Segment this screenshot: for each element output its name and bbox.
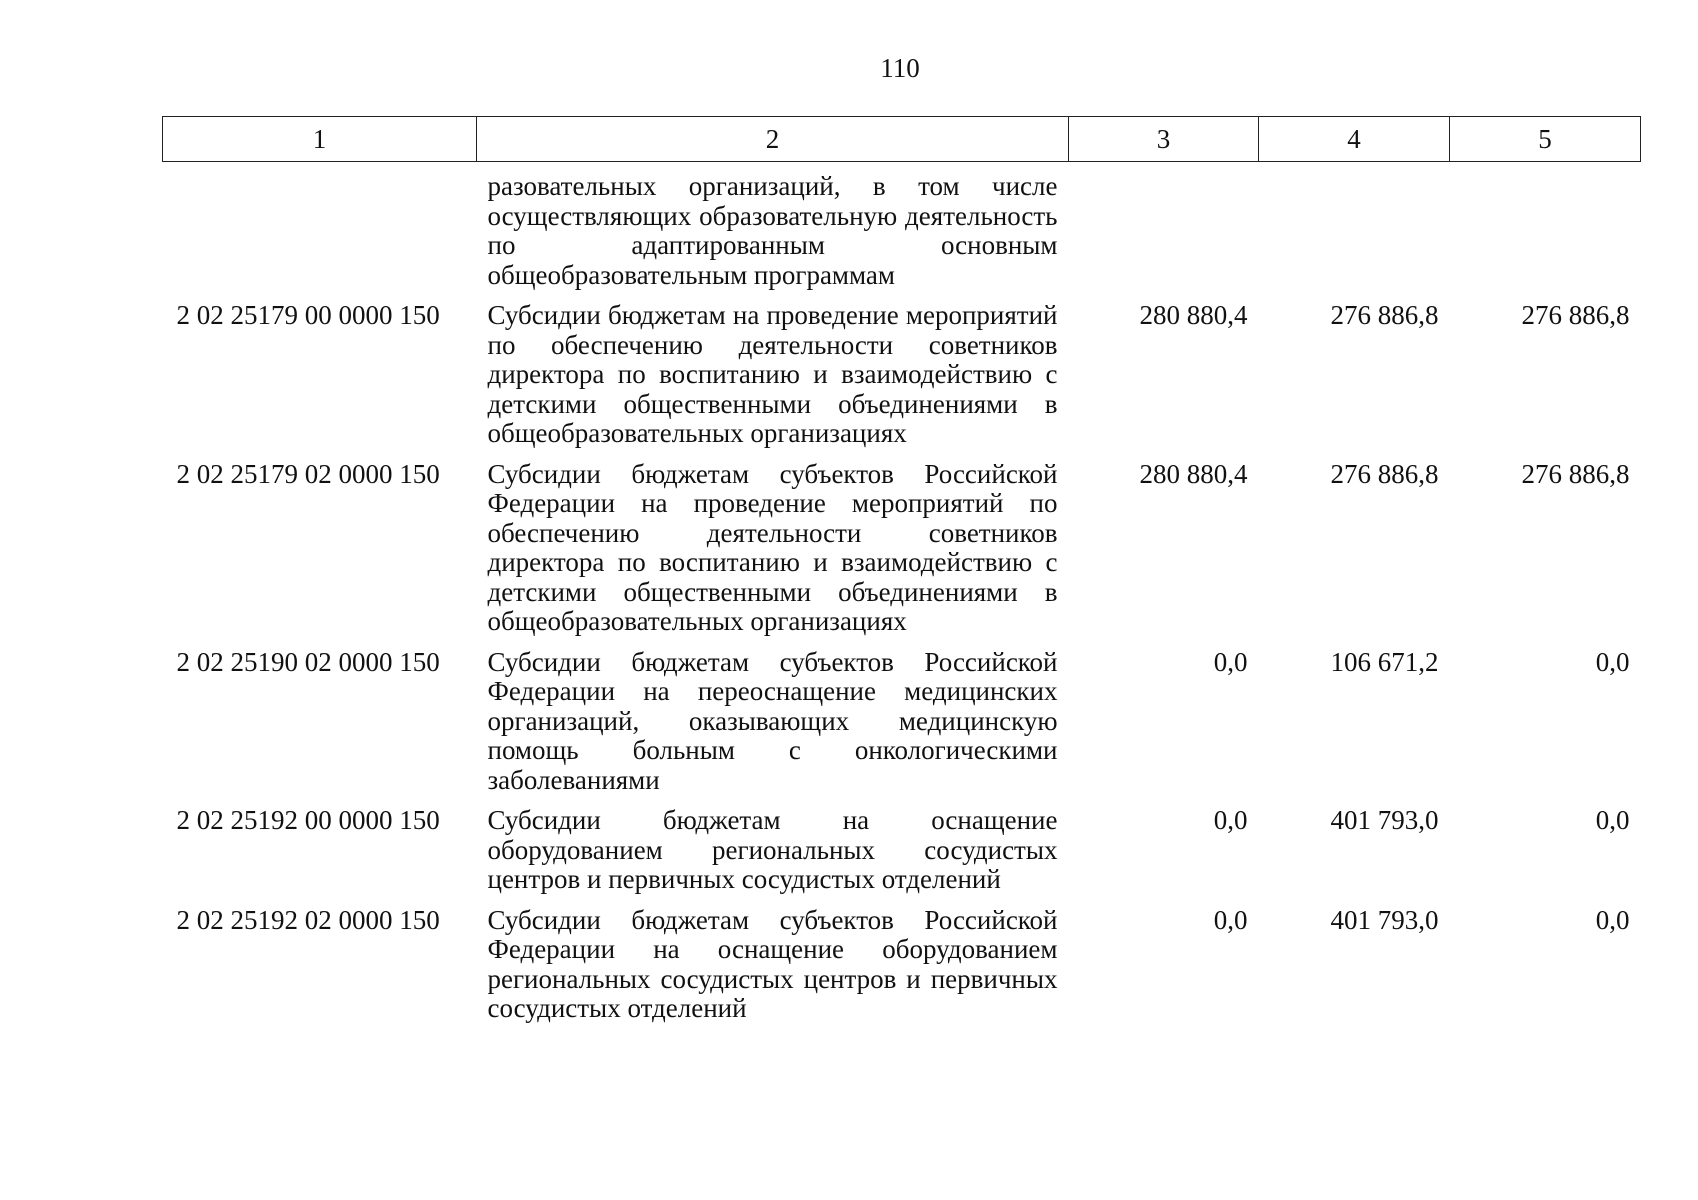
- column-header-2: 2: [477, 117, 1069, 162]
- row-col4-value: 401 793,0: [1330, 904, 1439, 935]
- row-description: Субсидии бюджетам субъектов Российской Федерации на оснащение оборудованием региональных сосудистых центров и первичных сосудистых отделений: [487, 904, 1058, 1023]
- page-number: 110: [880, 53, 920, 83]
- row-col3-value: 280 880,4: [1139, 300, 1248, 330]
- row-col3-value: 0,0: [1213, 646, 1248, 677]
- row-code: 2 02 25192 00 0000 150: [176, 805, 440, 835]
- continuation-code-cell: [163, 162, 477, 291]
- continuation-col4: [1259, 162, 1450, 291]
- row-col5-value: 0,0: [1595, 646, 1630, 677]
- table-row: [163, 290, 1641, 449]
- row-col5-value: 276 886,8: [1521, 300, 1630, 330]
- row-col4-value: 276 886,8: [1330, 458, 1439, 489]
- row-description: Субсидии бюджетам на оснащение оборудованием региональных сосудистых центров и первичных сосудистых отделений: [487, 805, 1058, 894]
- table-header: [163, 117, 1641, 162]
- table-row: [163, 449, 1641, 637]
- table-row: [163, 795, 1641, 895]
- column-header-1: 1: [163, 117, 477, 162]
- header-row: [163, 117, 1641, 162]
- table-row: [163, 637, 1641, 796]
- column-header-3: 3: [1069, 117, 1259, 162]
- row-code: 2 02 25192 02 0000 150: [176, 904, 440, 935]
- row-col3-value: 0,0: [1213, 805, 1248, 835]
- row-code: 2 02 25179 00 0000 150: [176, 300, 440, 330]
- row-description: Субсидии бюджетам субъектов Российской Федерации на проведение мероприятий по обеспечению деятельности советников директора по воспитанию и взаимодействию с детскими общественными объединениями в общеобразовательных организациях: [487, 458, 1058, 636]
- row-col3-value: 280 880,4: [1139, 458, 1248, 489]
- row-code: 2 02 25190 02 0000 150: [176, 646, 440, 677]
- continuation-row: [163, 162, 1641, 291]
- table-body: [163, 162, 1641, 1024]
- budget-table-container: [162, 116, 1640, 1024]
- row-code: 2 02 25179 02 0000 150: [176, 458, 440, 489]
- row-description: Субсидии бюджетам на проведение мероприятий по обеспечению деятельности советников директора по воспитанию и взаимодействию с детскими общественными объединениями в общеобразовательных организациях: [487, 300, 1058, 448]
- column-header-4: 4: [1259, 117, 1450, 162]
- row-col4-value: 276 886,8: [1330, 300, 1439, 330]
- row-col3-value: 0,0: [1213, 904, 1248, 935]
- continuation-col3: [1069, 162, 1259, 291]
- budget-table: [162, 116, 1641, 1024]
- row-description: Субсидии бюджетам субъектов Российской Федерации на переоснащение медицинских организаций, оказывающих медицинскую помощь больным с онкологическими заболеваниями: [487, 646, 1058, 795]
- column-header-5: 5: [1450, 117, 1641, 162]
- row-col5-value: 276 886,8: [1521, 458, 1630, 489]
- row-col4-value: 106 671,2: [1330, 646, 1439, 677]
- row-col4-value: 401 793,0: [1330, 805, 1439, 835]
- continuation-description: разовательных организаций, в том числе осуществляющих образовательную деятельность по адаптированным основным общеобразовательным программам: [487, 171, 1058, 290]
- row-col5-value: 0,0: [1595, 805, 1630, 835]
- row-col5-value: 0,0: [1595, 904, 1630, 935]
- table-row: [163, 895, 1641, 1024]
- continuation-col5: [1450, 162, 1641, 291]
